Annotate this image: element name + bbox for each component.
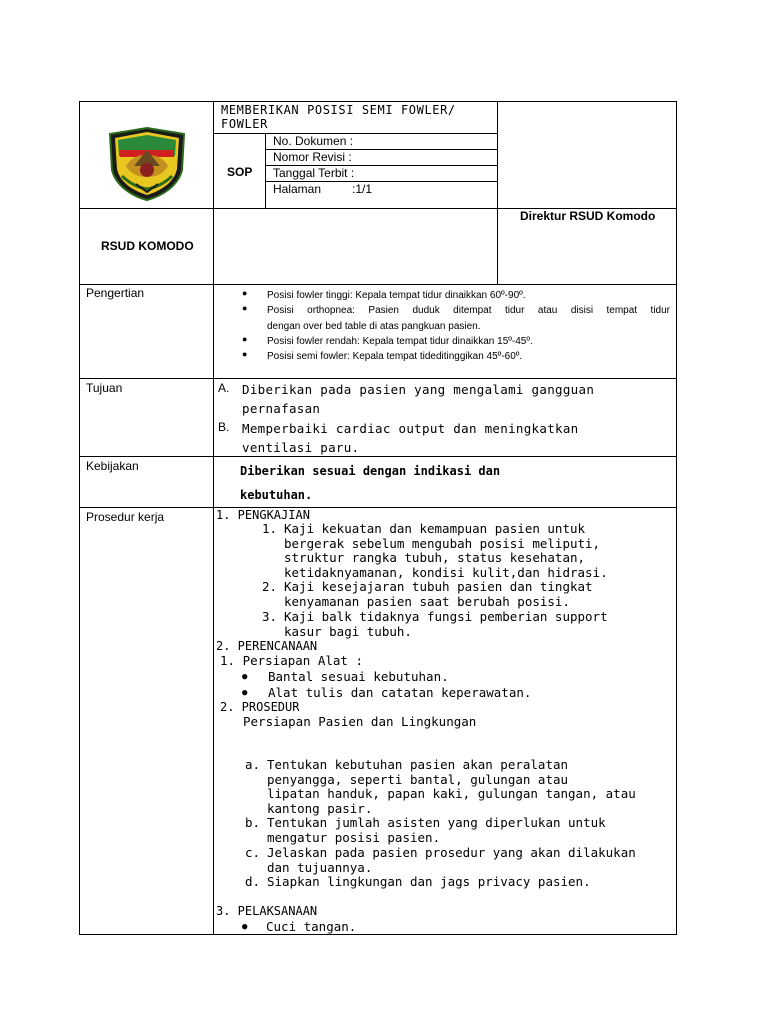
text-line: lipatan handuk, papan kaki, gulungan tangan, atau — [267, 786, 636, 802]
kebijakan-label: Kebijakan — [86, 459, 139, 473]
pengertian-label: Pengertian — [86, 286, 145, 300]
doc-number-field: No. Dokumen : — [273, 134, 354, 148]
document-title-line: MEMBERIKAN POSISI SEMI FOWLER/ — [221, 103, 456, 117]
prosedur-label: Prosedur kerja — [86, 510, 165, 524]
text-line: kasur bagi tubuh. — [284, 623, 412, 639]
table-border-bottom — [79, 934, 677, 935]
section-title-perencanaan: 2. PERENCANAAN — [216, 639, 318, 653]
bullet-icon: ● — [242, 922, 248, 932]
text-line: Siapkan lingkungan dan jags privacy pasien. — [267, 874, 591, 889]
revision-number-field: Nomor Revisi : — [273, 150, 352, 164]
list-item — [240, 686, 531, 701]
kebijakan-text — [240, 459, 500, 507]
table-border-left — [79, 101, 80, 935]
list-item — [262, 580, 593, 609]
bullet-icon: ● — [242, 288, 248, 298]
list-item-text: dengan over bed table di atas pangkuan pasien. — [267, 320, 481, 332]
list-marker: 1. — [262, 521, 278, 536]
list-item — [240, 349, 670, 365]
subsection-title-prosedur: 2. PROSEDUR — [220, 700, 300, 714]
list-marker: c. — [245, 845, 261, 860]
text-line: Kaji kesejajaran tubuh pasien dan tingkat — [284, 579, 593, 594]
issue-date-field: Tanggal Terbit : — [273, 166, 355, 180]
bullet-icon: ● — [242, 349, 248, 359]
hospital-row-line — [79, 284, 676, 285]
text-line: Kaji kekuatan dan kemampuan pasien untuk — [284, 521, 586, 536]
list-marker: b. — [245, 815, 261, 830]
list-item-text: Posisi orthopnea: Pasien duduk ditempat tidur atau disisi tempat tidur — [267, 305, 670, 316]
text-line: ketidaknyamanan, kondisi kulit,dan hidrasi. — [284, 564, 608, 580]
text-line: bergerak sebelum mengubah posisi meliputi, — [284, 535, 601, 551]
director-label: Direktur RSUD Komodo — [520, 209, 656, 223]
bullet-icon: ● — [242, 688, 248, 698]
list-marker: 3. — [262, 609, 278, 624]
table-border-right — [676, 101, 677, 935]
list-item — [240, 920, 356, 935]
text-line: Memperbaiki cardiac output dan meningkatkan — [242, 421, 579, 436]
list-item-text: Posisi fowler tinggi: Kepala tempat tidur dinaikkan 60º-90º. — [267, 290, 526, 301]
list-marker: 2. — [262, 579, 278, 594]
list-item-text: Alat tulis dan catatan keperawatan. — [268, 685, 532, 700]
text-line: Jelaskan pada pasien prosedur yang akan dilakukan — [267, 845, 636, 860]
table-border-top — [79, 101, 677, 102]
pengertian-row-line — [79, 378, 676, 379]
kebijakan-row-line — [79, 507, 676, 508]
page-label: Halaman — [273, 182, 322, 196]
list-item — [240, 288, 670, 304]
list-item — [262, 610, 608, 639]
hospital-name: RSUD KOMODO — [101, 239, 194, 253]
text-line: kebutuhan. — [240, 488, 313, 502]
text-line: struktur rangka tubuh, status kesehatan, — [284, 550, 586, 566]
list-item — [245, 816, 606, 845]
document-title — [221, 103, 456, 131]
list-item-text: Posisi semi fowler: Kepala tempat tideditinggikan 45º-60º. — [267, 351, 523, 362]
list-item-text: Posisi fowler rendah: Kepala tempat tidur dinaikkan 15º-45º. — [267, 336, 533, 347]
text-line: penyangga, seperti bantal, gulungan atau — [267, 771, 569, 787]
tujuan-label: Tujuan — [86, 381, 123, 395]
list-item-text — [242, 380, 594, 418]
text-line: pernafasan — [242, 401, 321, 416]
list-item — [240, 303, 670, 334]
document-title-line: FOWLER — [221, 117, 268, 131]
hospital-logo — [106, 126, 188, 202]
text-line: kantong pasir. — [267, 800, 373, 816]
text-line: Tentukan jumlah asisten yang diperlukan untuk — [267, 815, 606, 830]
section-title-pengkajian: 1. PENGKAJIAN — [216, 508, 310, 522]
subsection-title-persiapan-pasien: Persiapan Pasien dan Lingkungan — [243, 714, 477, 729]
bullet-icon: ● — [242, 672, 248, 682]
text-line: mengatur posisi pasien. — [267, 829, 441, 845]
bullet-icon: ● — [242, 334, 248, 344]
text-line: Diberikan pada pasien yang mengalami gangguan — [242, 382, 595, 397]
list-item — [245, 758, 636, 816]
bullet-icon: ● — [242, 303, 248, 313]
header-right-divider — [497, 101, 498, 284]
title-bottom-line — [213, 133, 497, 134]
text-line: Kaji balk tidaknya fungsi pemberian support — [284, 609, 608, 624]
text-line: kenyamanan pasien saat berubah posisi. — [284, 593, 570, 609]
list-item — [245, 846, 636, 875]
list-item-text: Cuci tangan. — [266, 919, 357, 934]
list-marker: B. — [218, 420, 230, 434]
text-line: ventilasi paru. — [242, 440, 360, 455]
column-divider — [213, 101, 214, 935]
list-item-text: Bantal sesuai kebutuhan. — [268, 669, 449, 684]
section-title-pelaksanaan: 3. PELAKSANAAN — [216, 904, 318, 918]
list-item — [240, 670, 449, 685]
page-value: :1/1 — [352, 182, 373, 196]
list-item — [240, 334, 670, 350]
subsection-title-persiapan-alat: 1. Persiapan Alat : — [220, 653, 363, 668]
sop-label: SOP — [227, 165, 253, 179]
list-item — [262, 522, 608, 580]
list-marker: d. — [245, 874, 261, 889]
list-marker: A. — [218, 381, 230, 395]
text-line: dan tujuannya. — [267, 859, 373, 875]
sop-divider — [265, 133, 266, 208]
text-line: Tentukan kebutuhan pasien akan peralatan — [267, 757, 569, 772]
list-marker: a. — [245, 757, 261, 772]
list-item — [245, 875, 591, 890]
list-item-text — [242, 419, 579, 457]
text-line: Diberikan sesuai dengan indikasi dan — [240, 464, 501, 478]
